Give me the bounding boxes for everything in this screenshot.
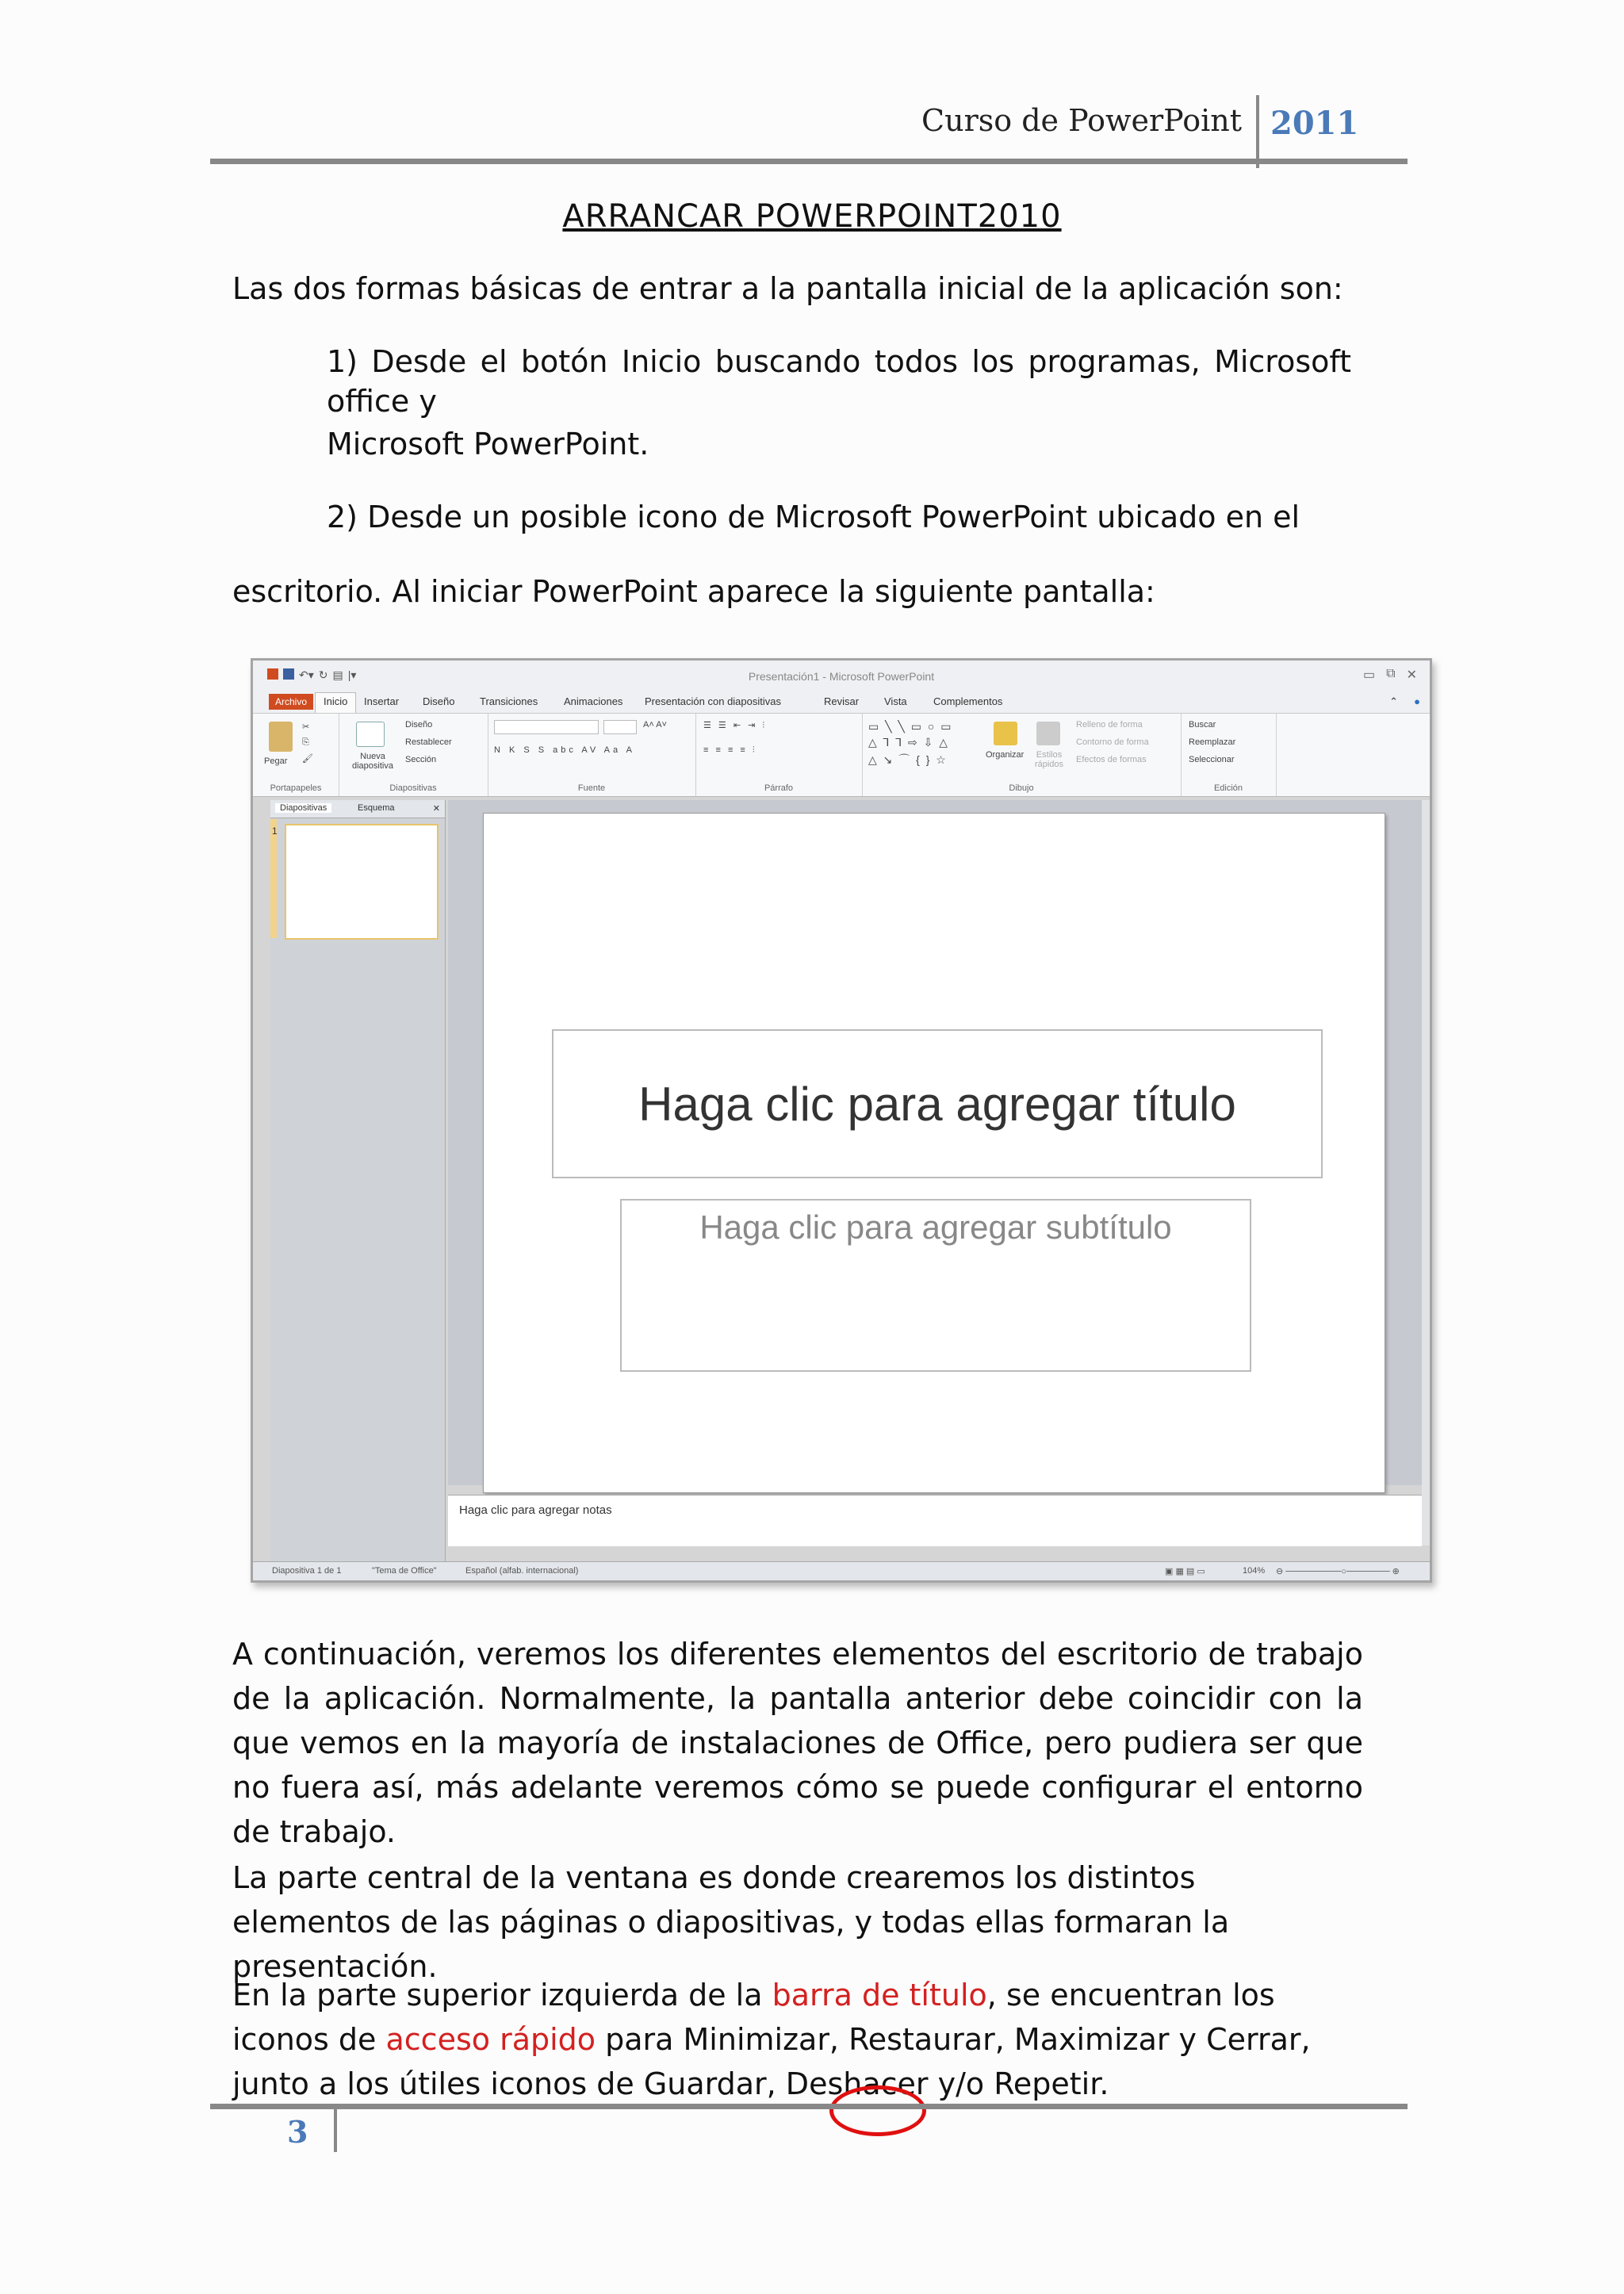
header-divider bbox=[1256, 95, 1259, 168]
customize-qat-icon: |▾ bbox=[347, 668, 357, 681]
paragraph-3 bbox=[232, 1973, 1363, 2106]
status-theme: "Tema de Office" bbox=[372, 1566, 437, 1576]
footer-rule bbox=[210, 2104, 1408, 2109]
align-icons: ≡ ≡ ≡ ≡ ⫶ bbox=[703, 745, 757, 755]
subtitle-placeholder: Haga clic para agregar subtítulo bbox=[620, 1199, 1251, 1372]
pegar-label: Pegar bbox=[264, 756, 288, 766]
footer-divider bbox=[334, 2106, 337, 2152]
shapes-gallery-row3: △ ↘ ⌒ { } ☆ bbox=[868, 753, 948, 766]
zoom-slider: ⊖ ─────────○─────── ⊕ bbox=[1276, 1567, 1400, 1576]
slide-thumbnail bbox=[285, 824, 439, 940]
restablecer-label: Restablecer bbox=[405, 737, 452, 747]
group-label-edicion: Edición bbox=[1213, 783, 1243, 793]
group-diapositivas bbox=[339, 714, 488, 796]
vertical-scrollbar bbox=[1422, 800, 1430, 1545]
redo-icon: ↻ bbox=[318, 668, 328, 681]
tab-animaciones: Animaciones bbox=[564, 695, 623, 707]
item1-line3: Microsoft PowerPoint. bbox=[327, 427, 649, 461]
font-grow-shrink-icon: A˄ A˅ bbox=[643, 720, 667, 730]
reemplazar-label: Reemplazar bbox=[1189, 737, 1236, 747]
paragraph-3-text-2: , se encuentran los iconos de bbox=[232, 1978, 1275, 2057]
help-icon: ● bbox=[1414, 695, 1420, 707]
copy-icon: ⎘ bbox=[302, 737, 309, 747]
group-edicion bbox=[1181, 714, 1277, 796]
page-title: ARRANCAR POWERPOINT2010 bbox=[562, 198, 1062, 235]
relleno-label: Relleno de forma bbox=[1076, 720, 1143, 730]
group-label-dibujo: Dibujo bbox=[1009, 783, 1034, 793]
organize-icon bbox=[994, 722, 1017, 745]
font-format-icons: N K S S abc AV Aa A bbox=[494, 745, 635, 755]
thumbnail-selection-bar bbox=[270, 819, 277, 938]
buscar-label: Buscar bbox=[1189, 720, 1216, 730]
window-controls bbox=[1363, 667, 1417, 683]
tab-presentacion: Presentación con diapositivas bbox=[645, 695, 781, 707]
group-dibujo bbox=[862, 714, 1182, 796]
window-title: Presentación1 - Microsoft PowerPoint bbox=[748, 670, 935, 683]
close-pane-icon: ✕ bbox=[432, 804, 440, 814]
tab-diapositivas: Diapositivas bbox=[275, 803, 331, 813]
slide-canvas bbox=[483, 813, 1385, 1493]
print-preview-icon: ▤ bbox=[332, 668, 343, 681]
notes-pane bbox=[448, 1495, 1422, 1546]
group-label-diapositivas: Diapositivas bbox=[389, 783, 437, 793]
tab-diseno: Diseño bbox=[423, 695, 455, 707]
header-year: 2011 bbox=[1270, 105, 1359, 142]
tab-inicio: Inicio bbox=[315, 692, 356, 715]
paragraph-3-text-3: para Minimizar, Restaurar, Maximizar y Cerrar, junto a los útiles iconos de Guardar, Deshacer y/o Repetir. bbox=[232, 2022, 1311, 2101]
seccion-label: Sección bbox=[405, 755, 437, 764]
title-placeholder: Haga clic para agregar título bbox=[552, 1029, 1323, 1178]
intro-text: Las dos formas básicas de entrar a la pantalla inicial de la aplicación son: bbox=[232, 271, 1343, 306]
item2-text: 2) Desde un posible icono de Microsoft PowerPoint ubicado en el bbox=[327, 500, 1300, 534]
barra-de-titulo-highlight: barra de título bbox=[772, 1978, 987, 2013]
shapes-gallery-icon: ▭ ╲ ╲ ▭ ○ ▭ bbox=[868, 720, 953, 733]
slide-number: 1 bbox=[272, 825, 278, 837]
pane-tabs bbox=[270, 800, 445, 818]
collapse-ribbon-icon: ⌃ bbox=[1389, 695, 1398, 707]
group-label-fuente: Fuente bbox=[577, 783, 606, 793]
font-name-box bbox=[494, 720, 599, 734]
group-label-portapapeles: Portapapeles bbox=[270, 783, 322, 793]
notes-placeholder: Haga clic para agregar notas bbox=[459, 1503, 612, 1517]
shapes-gallery-row2: △ ⅂ ⅂ ⇨ ⇩ △ bbox=[868, 736, 950, 749]
status-language: Español (alfab. internacional) bbox=[465, 1566, 579, 1576]
list-icons: ☰ ☰ ⇤ ⇥ ⫶ bbox=[703, 721, 768, 730]
organizar-label: Organizar bbox=[986, 750, 1025, 760]
cut-icon: ✂ bbox=[302, 722, 310, 732]
diseno-label: Diseño bbox=[405, 720, 433, 730]
window-titlebar bbox=[253, 661, 1430, 692]
header-course-title: Curso de PowerPoint bbox=[921, 103, 1242, 138]
group-label-parrafo: Párrafo bbox=[764, 783, 794, 793]
slide-workarea bbox=[448, 800, 1422, 1485]
acceso-rapido-highlight: acceso rápido bbox=[385, 2022, 596, 2057]
undo-icon: ↶▾ bbox=[299, 668, 314, 681]
group-fuente bbox=[488, 714, 696, 796]
item1-line2: office y bbox=[327, 384, 437, 419]
status-slide: Diapositiva 1 de 1 bbox=[272, 1566, 342, 1576]
tab-transiciones: Transiciones bbox=[480, 695, 538, 707]
tab-insertar: Insertar bbox=[364, 695, 400, 707]
restore-icon: ⧉ bbox=[1386, 667, 1396, 680]
group-portapapeles bbox=[253, 714, 339, 796]
status-bar bbox=[253, 1561, 1430, 1581]
contorno-label: Contorno de forma bbox=[1076, 737, 1149, 747]
tab-esquema: Esquema bbox=[358, 803, 395, 813]
nueva-diapositiva-label: Nueva diapositiva bbox=[352, 752, 393, 771]
format-painter-icon: 🖌 bbox=[302, 754, 313, 764]
red-circle-annotation bbox=[829, 2085, 926, 2136]
efectos-label: Efectos de formas bbox=[1076, 755, 1147, 764]
tab-archivo: Archivo bbox=[269, 694, 313, 710]
quick-styles-icon bbox=[1036, 722, 1060, 745]
group-parrafo bbox=[695, 714, 863, 796]
close-icon: ✕ bbox=[1406, 668, 1417, 682]
tab-vista: Vista bbox=[884, 695, 907, 707]
tab-complementos: Complementos bbox=[933, 695, 1003, 707]
slides-pane bbox=[270, 800, 446, 1561]
new-slide-icon bbox=[356, 722, 385, 747]
paragraph-3-text-1: En la parte superior izquierda de la bbox=[232, 1978, 772, 2013]
font-size-box bbox=[603, 720, 637, 734]
page-number: 3 bbox=[287, 2114, 308, 2150]
view-buttons-icons: ▣ ▦ ▤ ▭ bbox=[1165, 1567, 1205, 1576]
header-rule bbox=[210, 159, 1408, 164]
powerpoint-screenshot bbox=[251, 658, 1432, 1583]
paragraph-2: La parte central de la ventana es donde crearemos los distintos elementos de las páginas o diapositivas, y todas ellas formaran la presentación. bbox=[232, 1860, 1230, 1984]
status-zoom: 104% bbox=[1243, 1566, 1266, 1576]
ribbon-tabs bbox=[253, 692, 1430, 713]
seleccionar-label: Seleccionar bbox=[1189, 755, 1235, 764]
item2-continuation: escritorio. Al iniciar PowerPoint aparece la siguiente pantalla: bbox=[232, 574, 1155, 609]
paste-icon bbox=[269, 722, 293, 752]
ribbon bbox=[253, 713, 1430, 797]
paragraph-1: A continuación, veremos los diferentes elementos del escritorio de trabajo de la aplicación. Normalmente, la pantalla anterior debe coincidir con la que vemos en la mayoría de instalaciones de Office, pero pudiera ser que no fuera así, más adelante veremos cómo se puede configurar el entorno de trabajo. bbox=[232, 1637, 1363, 1849]
tab-revisar: Revisar bbox=[824, 695, 860, 707]
estilos-label: Estilos rápidos bbox=[1034, 750, 1064, 769]
minimize-icon: ▭ bbox=[1363, 668, 1376, 682]
item1-line1: 1) Desde el botón Inicio buscando todos los programas, Microsoft bbox=[327, 344, 1351, 379]
